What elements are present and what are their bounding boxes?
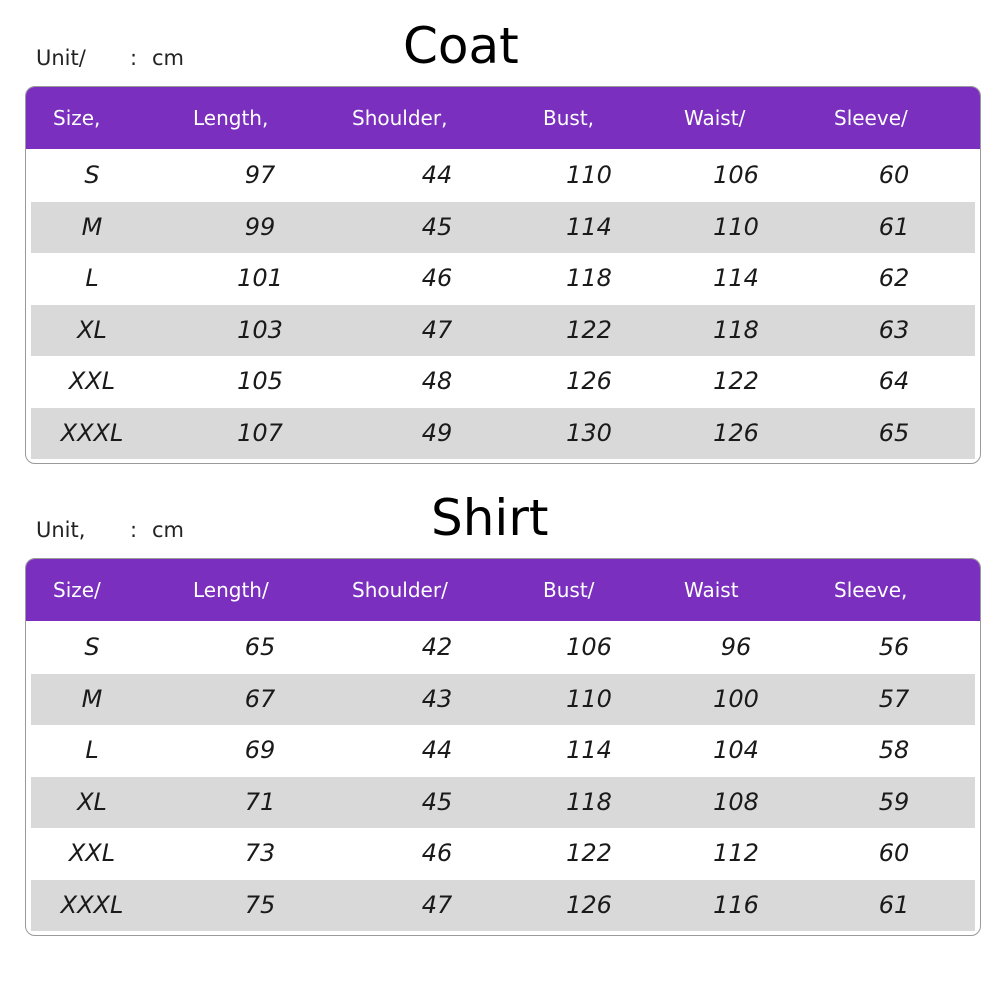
- table-row: [31, 202, 975, 253]
- header-length: Length,: [193, 106, 269, 130]
- unit-note: [36, 46, 184, 70]
- unit-separator: :: [130, 46, 138, 70]
- table-row: [31, 674, 975, 725]
- cell-sleeve: 59: [878, 787, 910, 816]
- cell-bust: 114: [566, 212, 612, 241]
- cell-bust: 122: [566, 315, 612, 344]
- cell-length: 99: [244, 212, 276, 241]
- cell-shoulder: 48: [421, 367, 453, 395]
- cell-bust: 106: [566, 633, 612, 661]
- header-waist: Waist: [684, 578, 739, 602]
- cell-sleeve: 56: [878, 633, 910, 661]
- header-size: Size,: [53, 106, 101, 130]
- cell-size: XXL: [68, 839, 116, 867]
- cell-shoulder: 45: [421, 212, 453, 241]
- cell-shoulder: 46: [421, 264, 453, 292]
- cell-length: 101: [237, 264, 283, 292]
- header-shoulder: Shoulder,: [352, 106, 448, 130]
- cell-sleeve: 64: [878, 367, 910, 395]
- header-shoulder: Shoulder/: [352, 578, 448, 602]
- cell-length: 73: [244, 839, 276, 867]
- cell-waist: 112: [713, 839, 759, 867]
- cell-shoulder: 46: [421, 839, 453, 867]
- header-waist: Waist/: [684, 106, 746, 130]
- cell-bust: 110: [566, 161, 612, 189]
- table-title: Shirt: [431, 489, 549, 547]
- unit-separator: :: [130, 518, 138, 542]
- table-row: [31, 150, 975, 201]
- header-size: Size/: [53, 578, 101, 602]
- cell-shoulder: 44: [421, 161, 453, 189]
- header-sleeve: Sleeve,: [834, 578, 908, 602]
- cell-length: 97: [244, 161, 276, 189]
- table-row: [31, 305, 975, 356]
- cell-sleeve: 58: [878, 736, 910, 764]
- cell-size: L: [85, 736, 99, 764]
- cell-bust: 118: [566, 787, 612, 816]
- cell-waist: 96: [720, 633, 752, 661]
- cell-waist: 122: [713, 367, 759, 395]
- cell-shoulder: 43: [421, 684, 453, 713]
- cell-size: L: [85, 264, 99, 292]
- header-bust: Bust/: [543, 578, 595, 602]
- cell-waist: 106: [713, 161, 759, 189]
- table-header-row: [26, 559, 980, 621]
- cell-sleeve: 60: [878, 839, 910, 867]
- cell-bust: 122: [566, 839, 612, 867]
- cell-waist: 108: [713, 787, 759, 816]
- cell-length: 75: [244, 890, 276, 919]
- header-sleeve: Sleeve/: [834, 106, 908, 130]
- table-header-row: [26, 87, 980, 149]
- cell-waist: 114: [713, 264, 759, 292]
- cell-length: 65: [244, 633, 276, 661]
- cell-length: 103: [237, 315, 283, 344]
- unit-label: Unit/: [36, 46, 86, 70]
- cell-sleeve: 61: [878, 212, 910, 241]
- cell-sleeve: 61: [878, 890, 910, 919]
- cell-size: S: [84, 633, 100, 661]
- table-row: [31, 777, 975, 828]
- cell-shoulder: 49: [421, 418, 453, 447]
- cell-waist: 118: [713, 315, 759, 344]
- table-row: [31, 880, 975, 931]
- cell-bust: 126: [566, 890, 612, 919]
- size-table: [25, 86, 981, 464]
- cell-shoulder: 44: [421, 736, 453, 764]
- table-row: [31, 828, 975, 879]
- cell-sleeve: 63: [878, 315, 910, 344]
- cell-length: 69: [244, 736, 276, 764]
- table-row: [31, 725, 975, 776]
- cell-sleeve: 60: [878, 161, 910, 189]
- cell-shoulder: 47: [421, 890, 453, 919]
- cell-length: 107: [237, 418, 283, 447]
- cell-size: M: [81, 684, 103, 713]
- cell-waist: 116: [713, 890, 759, 919]
- cell-length: 105: [237, 367, 283, 395]
- cell-bust: 126: [566, 367, 612, 395]
- unit-note: [36, 518, 184, 542]
- cell-size: XXL: [68, 367, 116, 395]
- table-row: [31, 253, 975, 304]
- table-title: Coat: [403, 17, 519, 75]
- cell-shoulder: 47: [421, 315, 453, 344]
- size-table: [25, 558, 981, 936]
- unit-value: cm: [152, 518, 185, 542]
- cell-bust: 130: [566, 418, 612, 447]
- cell-bust: 114: [566, 736, 612, 764]
- unit-value: cm: [152, 46, 185, 70]
- table-row: [31, 408, 975, 459]
- cell-bust: 118: [566, 264, 612, 292]
- cell-size: XXXL: [60, 418, 124, 447]
- cell-size: M: [81, 212, 103, 241]
- header-length: Length/: [193, 578, 269, 602]
- table-row: [31, 356, 975, 407]
- cell-size: XL: [77, 787, 107, 816]
- cell-waist: 104: [713, 736, 759, 764]
- cell-waist: 110: [713, 212, 759, 241]
- cell-sleeve: 65: [878, 418, 910, 447]
- unit-label: Unit,: [36, 518, 86, 542]
- cell-waist: 100: [713, 684, 759, 713]
- cell-length: 67: [244, 684, 276, 713]
- cell-sleeve: 62: [878, 264, 910, 292]
- cell-shoulder: 42: [421, 633, 453, 661]
- cell-length: 71: [244, 787, 276, 816]
- cell-waist: 126: [713, 418, 759, 447]
- cell-size: S: [84, 161, 100, 189]
- table-row: [31, 622, 975, 673]
- header-bust: Bust,: [543, 106, 595, 130]
- cell-sleeve: 57: [878, 684, 910, 713]
- cell-shoulder: 45: [421, 787, 453, 816]
- cell-bust: 110: [566, 684, 612, 713]
- cell-size: XXXL: [60, 890, 124, 919]
- cell-size: XL: [77, 315, 107, 344]
